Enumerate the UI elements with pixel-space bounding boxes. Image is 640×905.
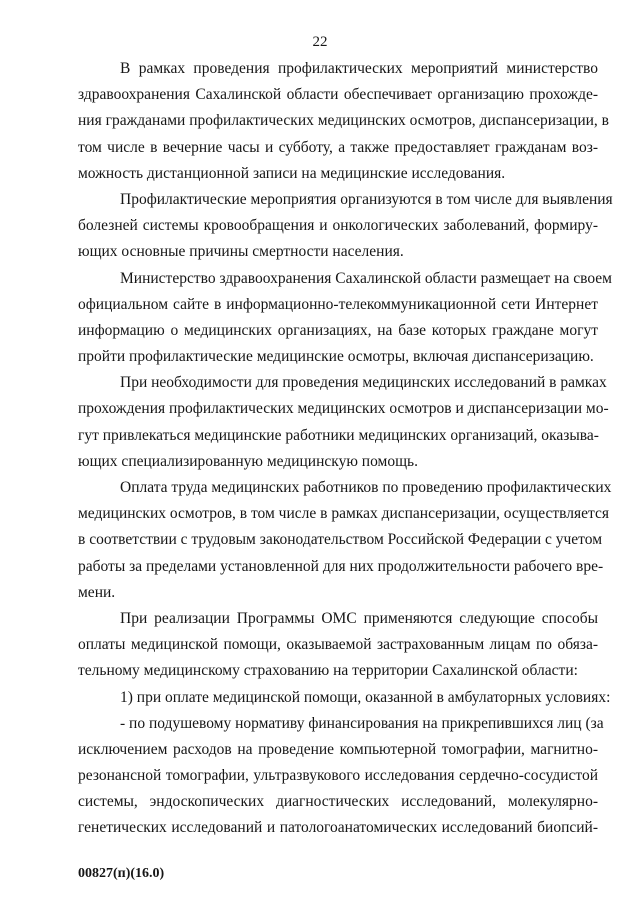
page-number: 22 bbox=[312, 34, 328, 50]
text-line: здравоохранения Сахалинской области обеспечивает организацию прохожде- bbox=[78, 86, 598, 104]
text-line: ющих специализированную медицинскую помощь. bbox=[78, 452, 418, 470]
text-line: При реализации Программы ОМС применяются следующие способы bbox=[120, 609, 598, 627]
text-line: резонансной томографии, ультразвукового исследования сердечно-сосудистой bbox=[78, 767, 598, 785]
paragraph bbox=[78, 711, 604, 842]
document-body bbox=[78, 56, 613, 842]
text-line: ния гражданами профилактических медицинских осмотров, диспансеризации, в bbox=[78, 112, 610, 130]
text-line: ющих основные причины смертности населения. bbox=[78, 243, 404, 261]
text-line: пройти профилактические медицинские осмотры, включая диспансеризацию. bbox=[78, 348, 594, 366]
text-line: В рамках проведения профилактических мероприятий министерство bbox=[120, 60, 598, 77]
text-line: информацию о медицинских организациях, на базе которых граждане могут bbox=[78, 321, 598, 339]
text-line: прохождения профилактических медицинских осмотров и диспансеризации мо- bbox=[78, 400, 609, 418]
text-line: в соответствии с трудовым законодательством Российской Федерации с учетом bbox=[78, 531, 603, 549]
paragraph bbox=[78, 475, 612, 606]
document-code: 00827(п)(16.0) bbox=[78, 866, 165, 881]
paragraph bbox=[78, 266, 612, 371]
paragraph bbox=[78, 606, 598, 685]
text-line: оплаты медицинской помощи, оказываемой застрахованным лицам по обяза- bbox=[78, 636, 598, 654]
text-line: гут привлекаться медицинские работники медицинских организаций, оказыва- bbox=[78, 426, 599, 444]
text-line: исключением расходов на проведение компьютерной томографии, магнитно- bbox=[78, 740, 598, 758]
text-line: системы, эндоскопических диагностических исследований, молекулярно- bbox=[78, 793, 598, 811]
paragraph bbox=[78, 187, 613, 266]
text-line: медицинских осмотров, в том числе в рамках диспансеризации, осуществляется bbox=[78, 505, 609, 523]
paragraph bbox=[78, 56, 610, 187]
text-line: генетических исследований и патологоанатомических исследований биопсий- bbox=[78, 819, 598, 837]
text-line: Профилактические мероприятия организуются в том числе для выявления bbox=[120, 190, 613, 208]
text-line: тельному медицинскому страхованию на территории Сахалинской области: bbox=[78, 662, 578, 680]
text-line: Оплата труда медицинских работников по проведению профилактических bbox=[120, 479, 612, 496]
paragraph bbox=[78, 685, 611, 711]
text-line: 1) при оплате медицинской помощи, оказанной в амбулаторных условиях: bbox=[120, 688, 611, 706]
text-line: работы за пределами установленной для них продолжительности рабочего вре- bbox=[78, 557, 604, 575]
text-line: Министерство здравоохранения Сахалинской области размещает на своем bbox=[120, 269, 612, 287]
paragraph bbox=[78, 370, 609, 475]
text-line: болезней системы кровообращения и онкологических заболеваний, формиру- bbox=[78, 217, 598, 235]
text-line: официальном сайте в информационно-телекоммуникационной сети Интернет bbox=[78, 295, 598, 313]
text-line: мени. bbox=[78, 583, 116, 601]
text-line: - по подушевому нормативу финансирования на прикрепившихся лиц (за bbox=[120, 714, 604, 732]
text-line: том числе в вечерние часы и субботу, а также предоставляет гражданам воз- bbox=[78, 138, 598, 156]
text-line: можность дистанционной записи на медицинские исследования. bbox=[78, 164, 506, 182]
text-line: При необходимости для проведения медицинских исследований в рамках bbox=[120, 374, 607, 392]
